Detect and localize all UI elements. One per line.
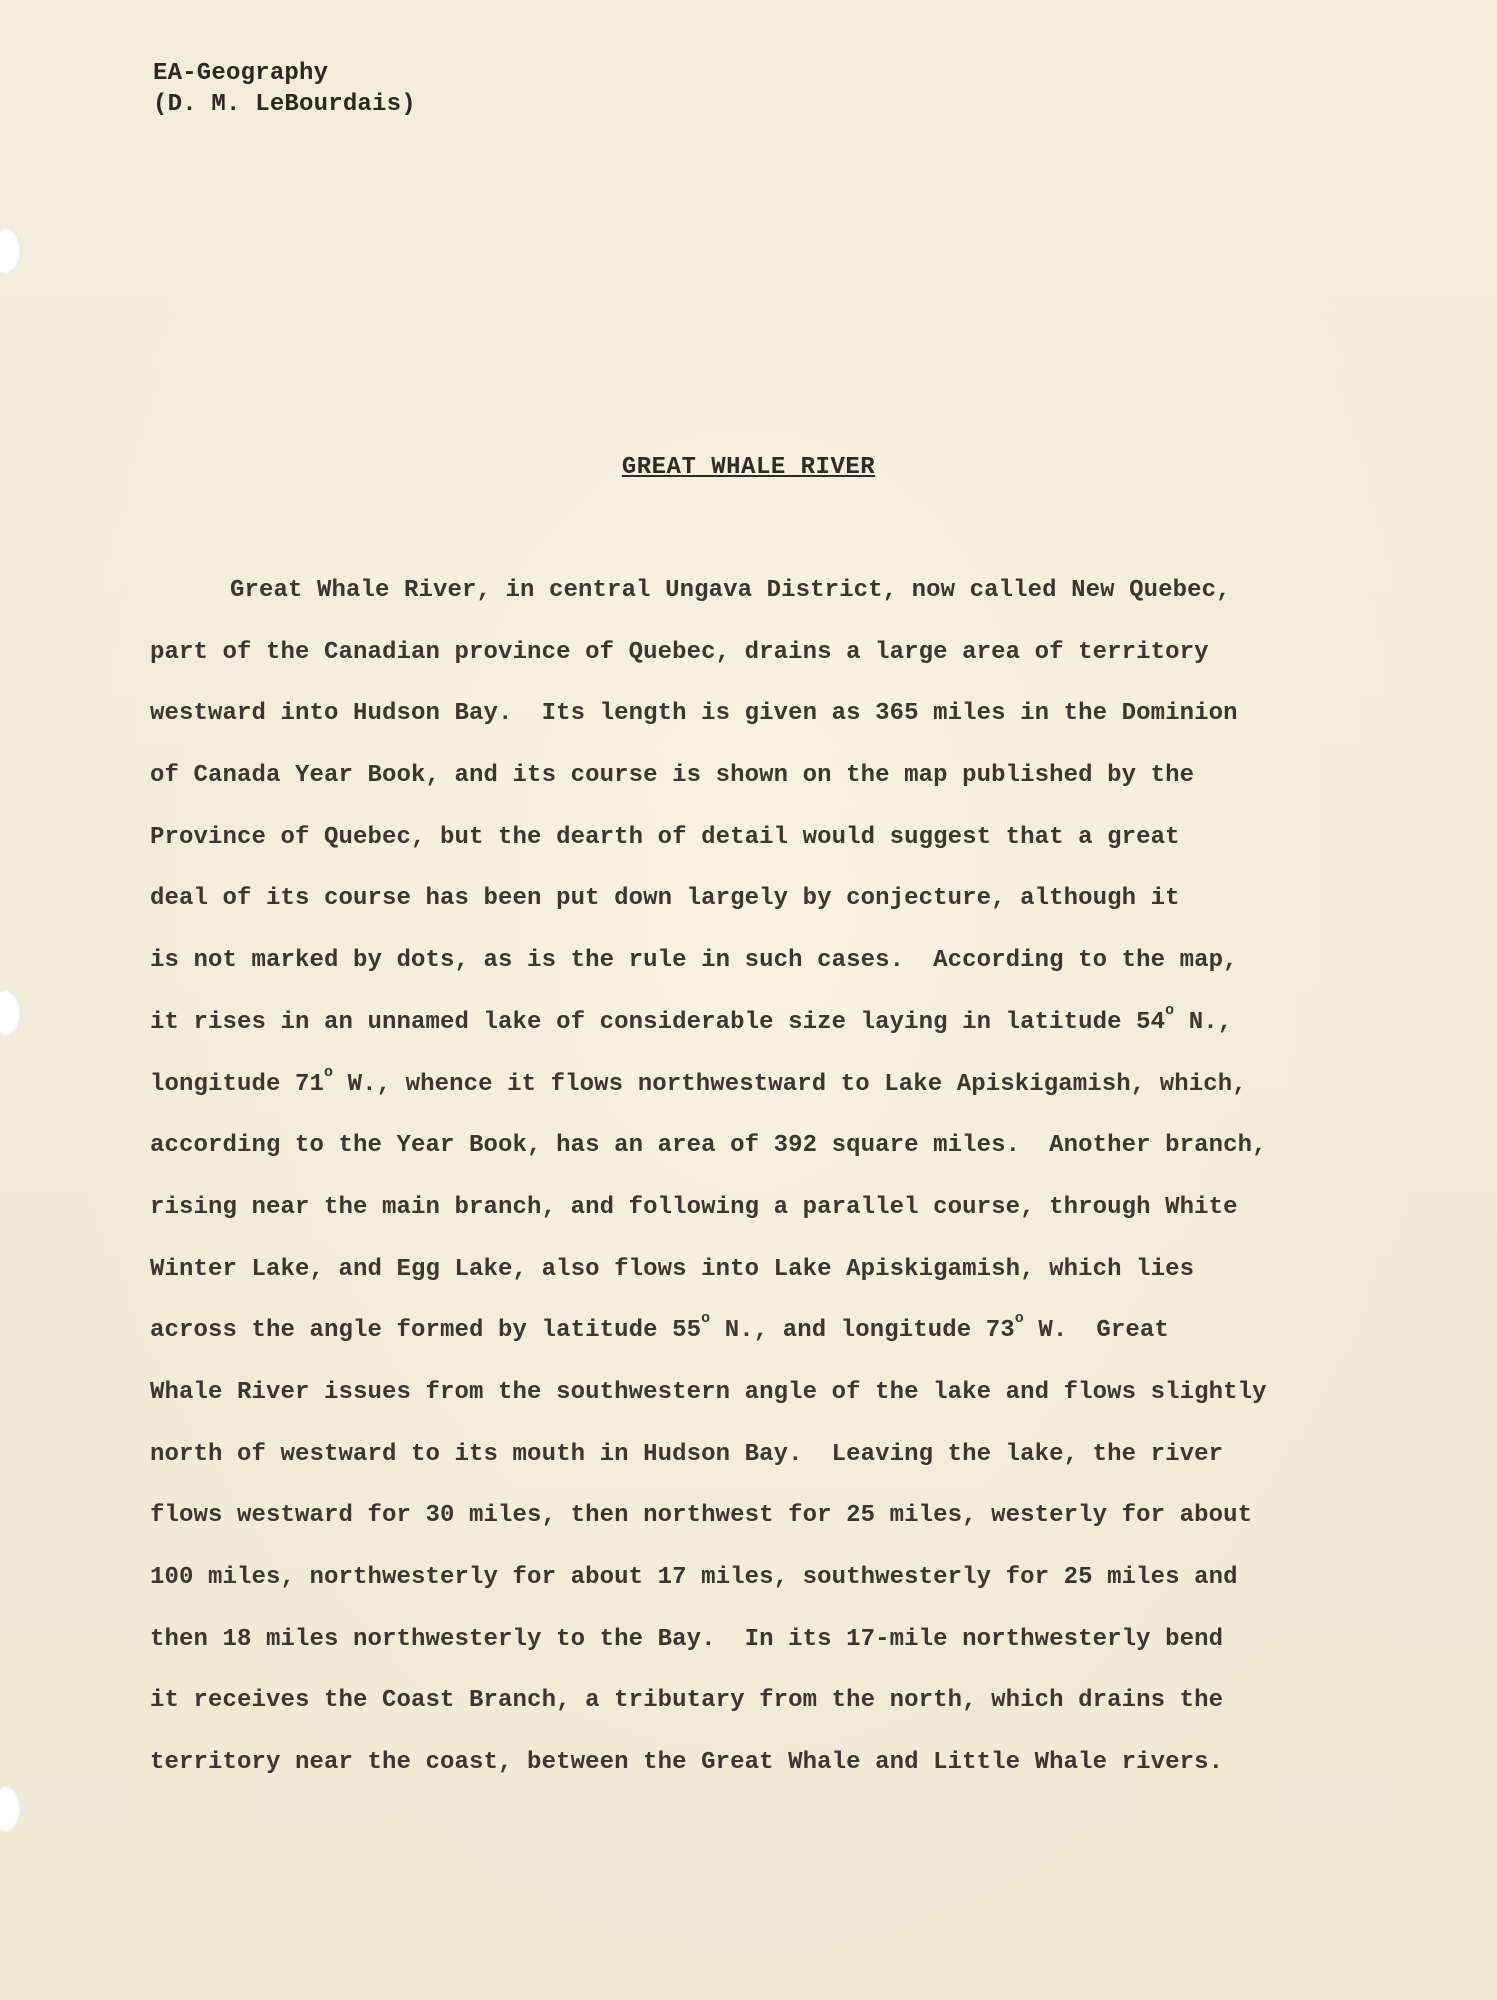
text-line bbox=[150, 1001, 1350, 1070]
text-line: westward into Hudson Bay. Its length is given as 365 miles in the Dominion bbox=[150, 700, 1238, 728]
text-segment: N., and longitude 73 bbox=[710, 1317, 1015, 1345]
text-segment: longitude 71 bbox=[150, 1070, 325, 1098]
text-line: flows westward for 30 miles, then northwest for 25 miles, westerly for about bbox=[150, 1502, 1253, 1530]
text-segment: N., bbox=[1174, 1008, 1233, 1036]
text-line: according to the Year Book, has an area of 392 square miles. Another branch, bbox=[150, 1132, 1267, 1160]
text-segment: W. Great bbox=[1023, 1317, 1169, 1345]
text-line: of Canada Year Book, and its course is shown on the map published by the bbox=[150, 762, 1195, 790]
degree-mark: o bbox=[1165, 1001, 1175, 1019]
text-line: territory near the coast, between the Great Whale and Little Whale rivers. bbox=[150, 1749, 1224, 1777]
header-category: EA-Geography bbox=[153, 60, 329, 87]
text-line: is not marked by dots, as is the rule in such cases. According to the map, bbox=[150, 947, 1238, 975]
text-line bbox=[150, 1310, 1350, 1378]
punch-hole bbox=[0, 228, 22, 274]
document-title: GREAT WHALE RIVER bbox=[621, 454, 876, 481]
text-line: then 18 miles northwesterly to the Bay. In its 17-mile northwesterly bend bbox=[150, 1625, 1224, 1653]
text-line: Winter Lake, and Egg Lake, also flows into Lake Apiskigamish, which lies bbox=[150, 1255, 1195, 1283]
text-segment: W., whence it flows northwestward to Lake Apiskigamish, which, bbox=[333, 1070, 1247, 1098]
header-author: (D. M. LeBourdais) bbox=[153, 91, 416, 118]
text-line: it receives the Coast Branch, a tributary from the north, which drains the bbox=[150, 1687, 1224, 1715]
text-line: rising near the main branch, and following a parallel course, through White bbox=[150, 1193, 1238, 1221]
text-segment: it rises in an unnamed lake of considerable size laying in latitude 54 bbox=[150, 1008, 1166, 1036]
document-header bbox=[153, 58, 416, 120]
punch-hole bbox=[0, 990, 22, 1036]
punch-hole bbox=[0, 1786, 22, 1832]
body-paragraph bbox=[150, 576, 1350, 1810]
text-line: north of westward to its mouth in Hudson Bay. Leaving the lake, the river bbox=[150, 1440, 1224, 1468]
degree-mark: o bbox=[324, 1063, 334, 1081]
text-line: Great Whale River, in central Ungava District, now called New Quebec, bbox=[230, 577, 1231, 604]
text-line: deal of its course has been put down largely by conjecture, although it bbox=[150, 885, 1180, 913]
text-line: 100 miles, northwesterly for about 17 miles, southwesterly for 25 miles and bbox=[150, 1564, 1238, 1591]
degree-mark: o bbox=[1014, 1310, 1024, 1328]
text-line: Province of Quebec, but the dearth of detail would suggest that a great bbox=[150, 823, 1180, 851]
degree-mark: o bbox=[701, 1310, 711, 1328]
text-segment: across the angle formed by latitude 55 bbox=[150, 1317, 702, 1345]
text-line: Whale River issues from the southwestern angle of the lake and flows slightly bbox=[150, 1378, 1267, 1406]
text-line: part of the Canadian province of Quebec, drains a large area of territory bbox=[150, 638, 1209, 666]
text-line bbox=[150, 1063, 1350, 1132]
